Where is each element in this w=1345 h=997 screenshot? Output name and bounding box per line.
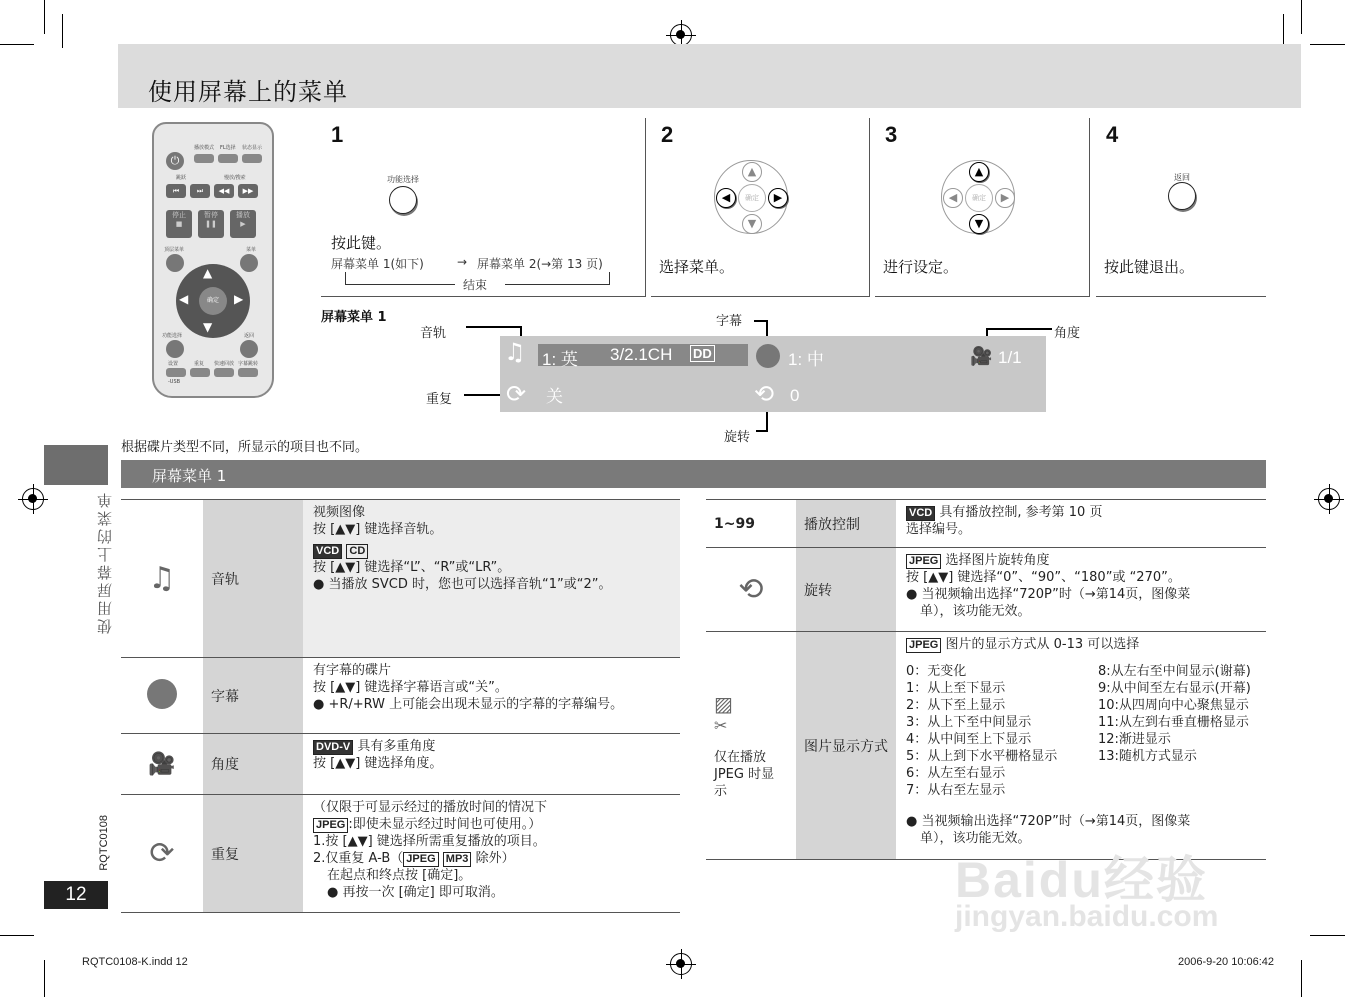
osd-label-repeat: 重复 xyxy=(426,392,453,407)
right-menu-table xyxy=(706,499,1266,860)
item-description xyxy=(303,500,680,658)
mode-item: 6：从左至右显示 xyxy=(906,766,1006,781)
function-select-button-icon xyxy=(389,186,417,214)
desc-line: 单），该功能无效。 xyxy=(920,604,1031,619)
osd-label-audio: 音轨 xyxy=(420,326,447,341)
disc-tag: DVD-V xyxy=(313,740,353,755)
disc-tag: MP3 xyxy=(443,852,472,867)
subtitle-icon xyxy=(147,679,177,709)
remote-key xyxy=(190,368,210,377)
desc-line: ● 当视频输出选择“720P”时（→第14页，图像菜 xyxy=(906,814,1191,829)
desc-line: 按 [▲▼] 键选择音轨。 xyxy=(313,522,443,537)
mode-item: 5：从上到下水平栅格显示 xyxy=(906,749,1058,764)
remote-label: 返回 xyxy=(244,333,255,339)
mode-item: 12:渐进显示 xyxy=(1098,732,1171,747)
display-note: 根据碟片类型不同，所显示的项目也不同。 xyxy=(121,440,369,455)
osd-angle-value: 1/1 xyxy=(998,348,1022,367)
table-row xyxy=(121,734,680,795)
crop-mark xyxy=(44,0,45,34)
watermark-logo: Baidu经验 xyxy=(955,852,1208,908)
desc-line: 按 [▲▼] 键选择“0”、“90”、“180”或 “270”。 xyxy=(906,570,1181,585)
pause-button: 暂停 ❚❚ xyxy=(198,210,224,238)
table-row xyxy=(121,658,680,734)
desc-line: 2.仅重复 A-B（ xyxy=(313,851,404,866)
repeat-icon: ⟳ xyxy=(506,380,527,408)
remote-label: 确定 xyxy=(199,287,227,315)
table-row xyxy=(706,632,1266,860)
step-text: 选择菜单。 xyxy=(659,258,735,276)
remote-key xyxy=(238,368,258,377)
remote-key xyxy=(166,340,184,358)
item-name: 图片显示方式 xyxy=(796,632,896,860)
desc-line: 选择编号。 xyxy=(906,522,972,537)
osd-repeat-value: 关 xyxy=(546,387,563,406)
mode-item: 11:从左到右垂直栅格显示 xyxy=(1098,715,1249,730)
rotate-icon: ⟲ xyxy=(738,572,764,607)
item-description xyxy=(303,795,680,913)
mode-item: 0：无变化 xyxy=(906,664,967,679)
osd-label-subtitle: 字幕 xyxy=(716,314,743,329)
disc-tag: VCD xyxy=(313,544,342,559)
osd-audio-value: 1: 英 xyxy=(542,350,578,369)
table-row xyxy=(706,500,1266,548)
remote-label: 顶层菜单 xyxy=(164,247,185,253)
desc-line: 1.按 [▲▼] 键选择所需重复播放的项目。 xyxy=(313,834,546,849)
step-text: 按此键。 xyxy=(331,234,392,252)
table-row xyxy=(706,548,1266,632)
item-name: 重复 xyxy=(203,795,303,913)
crop-mark xyxy=(62,14,63,48)
music-note-icon: ♫ xyxy=(148,561,176,596)
page-title: 使用屏幕上的菜单 xyxy=(148,78,348,106)
step-number: 4 xyxy=(1106,122,1119,147)
repeat-icon: ⟳ xyxy=(149,836,175,871)
remote-key xyxy=(214,368,234,377)
disc-tag: JPEG xyxy=(906,638,941,653)
remote-label: 设置 xyxy=(168,361,179,367)
remote-label: 暂停 xyxy=(204,211,218,219)
item-description xyxy=(303,658,680,734)
flow-line xyxy=(345,284,455,285)
remote-key xyxy=(240,254,258,272)
fast-forward-icon: ▶▶ xyxy=(238,184,258,198)
flow-line xyxy=(345,272,346,284)
remote-control-illustration xyxy=(152,122,274,398)
desc-line: 有字幕的碟片 xyxy=(313,663,392,678)
dolby-digital-icon: DD xyxy=(690,345,715,362)
mode-item: 7：从右至左显示 xyxy=(906,783,1006,798)
wrench-icon: ✂ xyxy=(714,715,728,735)
osd-panel xyxy=(500,336,1046,412)
remote-key xyxy=(240,340,258,358)
remote-label: 状态显示 xyxy=(242,145,263,151)
flow-screen-menu-1: 屏幕菜单 1(如下) xyxy=(331,257,424,271)
subtitle-icon xyxy=(756,344,780,368)
remote-key xyxy=(166,368,186,377)
desc-line: 图片的显示方式从 0-13 可以选择 xyxy=(945,637,1140,652)
disc-tag: JPEG xyxy=(403,852,438,867)
leader-line xyxy=(466,326,522,328)
enter-button-label: 确定 xyxy=(738,184,766,212)
skip-back-icon: ⏮ xyxy=(166,184,186,198)
step-4 xyxy=(1096,118,1266,297)
desc-line: 单），该功能无效。 xyxy=(920,831,1031,846)
desc-line: 具有多重角度 xyxy=(357,739,436,754)
side-chapter-title: 使用屏幕上的菜单 xyxy=(96,490,114,634)
camera-icon: 🎥 xyxy=(148,751,176,777)
remote-label: 字幕跳转 xyxy=(238,361,259,367)
dpad-icon: ▲ ▼ ◀ ▶ 确定 xyxy=(941,160,1015,234)
osd-audio-format: 3/2.1CH xyxy=(610,345,673,364)
table-row xyxy=(121,500,680,658)
disc-tag: CD xyxy=(346,544,368,559)
item-description xyxy=(896,500,1266,548)
mode-item: 2：从下至上显示 xyxy=(906,698,1006,713)
page-number: 12 xyxy=(44,881,108,909)
item-name: 播放控制 xyxy=(796,500,896,548)
remote-label: 停止 xyxy=(172,211,186,219)
desc-line: 具有播放控制, 参考第 10 页 xyxy=(939,505,1103,520)
desc-line: 除外） xyxy=(475,851,515,866)
registration-mark-icon xyxy=(670,953,692,975)
flow-line xyxy=(609,272,610,285)
item-key: 1~99 xyxy=(706,500,796,548)
osd-subtitle-value: 1: 中 xyxy=(788,350,824,369)
desc-line: ● 再按一次 [确定] 即可取消。 xyxy=(327,885,504,900)
mode-item: 3：从上下至中间显示 xyxy=(906,715,1032,730)
item-description xyxy=(896,632,1266,860)
leader-line xyxy=(756,430,768,432)
music-note-icon: ♫ xyxy=(504,338,526,366)
osd-label-rotate: 旋转 xyxy=(724,430,751,445)
desc-line: ● +R/+RW 上可能会出现未显示的字幕的字幕编号。 xyxy=(313,697,624,712)
registration-mark-icon xyxy=(22,488,44,510)
power-button-icon: ⏻ xyxy=(166,152,184,170)
footer-date: 2006-9-20 10:06:42 xyxy=(1178,956,1275,968)
mode-item: 9:从中间至左右显示(开幕) xyxy=(1098,681,1251,696)
desc-line: （仅限于可显示经过的播放时间的情况下 xyxy=(313,800,548,815)
stop-button: 停止 ■ xyxy=(166,210,192,238)
crop-mark xyxy=(44,960,45,997)
desc-line: :即使未显示经过时间也可使用。） xyxy=(348,817,542,832)
disc-tag: VCD xyxy=(906,506,935,521)
remote-label: 重复 xyxy=(194,361,205,367)
crop-mark xyxy=(1310,935,1345,936)
section-title: 屏幕菜单 1 xyxy=(152,467,227,485)
remote-key xyxy=(194,154,214,163)
step-1 xyxy=(321,118,646,297)
registration-mark-icon xyxy=(670,24,692,46)
step-text: 进行设定。 xyxy=(883,258,959,276)
crop-mark xyxy=(1301,0,1302,34)
step-number: 2 xyxy=(661,122,674,147)
remote-key xyxy=(242,154,262,163)
desc-line: 选择图片旋转角度 xyxy=(945,553,1050,568)
remote-label: 快速回放 xyxy=(214,361,235,367)
step-3 xyxy=(875,118,1090,297)
registration-mark-icon xyxy=(1318,488,1340,510)
item-name: 角度 xyxy=(203,734,303,795)
picture-icon: ▨ xyxy=(714,691,733,716)
footer-file: RQTC0108-K.indd 12 xyxy=(82,956,188,968)
mode-item: 13:随机方式显示 xyxy=(1098,749,1197,764)
disc-tag: JPEG xyxy=(313,818,348,833)
disc-tag: JPEG xyxy=(906,554,941,569)
remote-label: 播放 xyxy=(236,211,250,219)
item-description xyxy=(896,548,1266,632)
remote-label: 慢放/搜索 xyxy=(224,175,246,181)
desc-line: ● 当视频输出选择“720P”时（→第14页，图像菜 xyxy=(906,587,1191,602)
mode-item: 1：从上至下显示 xyxy=(906,681,1006,696)
crop-mark xyxy=(1310,44,1345,45)
play-button: 播放 ▶ xyxy=(230,210,256,238)
mode-item: 4：从中间至上下显示 xyxy=(906,732,1032,747)
item-name: 音轨 xyxy=(203,500,303,658)
mode-list-left xyxy=(906,663,1098,799)
desc-line: ● 当播放 SVCD 时，您也可以选择音轨“1”或“2”。 xyxy=(313,577,612,592)
remote-key xyxy=(218,154,238,163)
crop-mark xyxy=(1301,960,1302,997)
desc-line: 视频图像 xyxy=(313,505,366,520)
osd-rotate-value: 0 xyxy=(790,386,800,405)
left-menu-table xyxy=(121,499,680,913)
side-tab xyxy=(44,445,108,485)
mode-item: 10:从四周向中心聚焦显示 xyxy=(1098,698,1249,713)
side-note: 仅在播放 JPEG 时显示 xyxy=(714,749,775,799)
button-caption: 功能选择 xyxy=(387,175,419,184)
rotate-icon: ⟲ xyxy=(754,380,775,408)
step-number: 3 xyxy=(885,122,898,147)
button-caption: 返回 xyxy=(1174,173,1190,182)
remote-label: 菜单 xyxy=(246,247,257,253)
camera-angle-icon: 🎥 xyxy=(970,346,993,367)
remote-label: 跳跃 xyxy=(176,175,187,181)
mode-item: 8:从左右至中间显示(谢幕) xyxy=(1098,664,1251,679)
flow-screen-menu-2: 屏幕菜单 2(→第 13 页) xyxy=(477,257,603,271)
step-number: 1 xyxy=(331,122,344,147)
item-description xyxy=(303,734,680,795)
document-code: RQTC0108 xyxy=(98,815,110,871)
desc-line: 在起点和终点按 [确定]。 xyxy=(327,868,472,883)
remote-label: FL选择 xyxy=(220,145,236,151)
mode-list-right xyxy=(1098,663,1251,799)
flow-arrow: → xyxy=(457,255,468,269)
watermark-url: jingyan.baidu.com xyxy=(955,900,1219,933)
desc-line: 按 [▲▼] 键选择字幕语言或“关”。 xyxy=(313,680,508,695)
osd-label-angle: 角度 xyxy=(1054,326,1081,341)
dpad-icon: ▲ ▼ ◀ ▶ 确定 xyxy=(176,264,250,338)
desc-line: 按 [▲▼] 键选择“L”、“R”或“LR”。 xyxy=(313,560,511,575)
crop-mark xyxy=(1283,14,1284,48)
osd-heading: 屏幕菜单 1 xyxy=(321,310,387,325)
remote-label: -USB xyxy=(168,379,181,385)
remote-key xyxy=(166,254,184,272)
remote-label: 功能选择 xyxy=(162,333,183,339)
desc-line: 按 [▲▼] 键选择角度。 xyxy=(313,756,443,771)
dpad-icon: ▲ ▼ ◀ ▶ 确定 xyxy=(714,160,788,234)
crop-mark xyxy=(0,44,34,45)
crop-mark xyxy=(0,935,34,936)
leader-line xyxy=(986,328,1052,330)
flow-line xyxy=(505,284,609,285)
table-row xyxy=(121,795,680,913)
step-2 xyxy=(651,118,870,297)
item-name: 字幕 xyxy=(203,658,303,734)
remote-label: 播放模式 xyxy=(194,145,215,151)
return-button-icon xyxy=(1168,182,1196,210)
rewind-icon: ◀◀ xyxy=(214,184,234,198)
step-text: 按此键退出。 xyxy=(1104,258,1195,276)
item-name: 旋转 xyxy=(796,548,896,632)
enter-button-label: 确定 xyxy=(965,184,993,212)
section-bar xyxy=(121,460,1266,488)
flow-end: 结束 xyxy=(463,278,488,292)
skip-forward-icon: ⏭ xyxy=(190,184,210,198)
